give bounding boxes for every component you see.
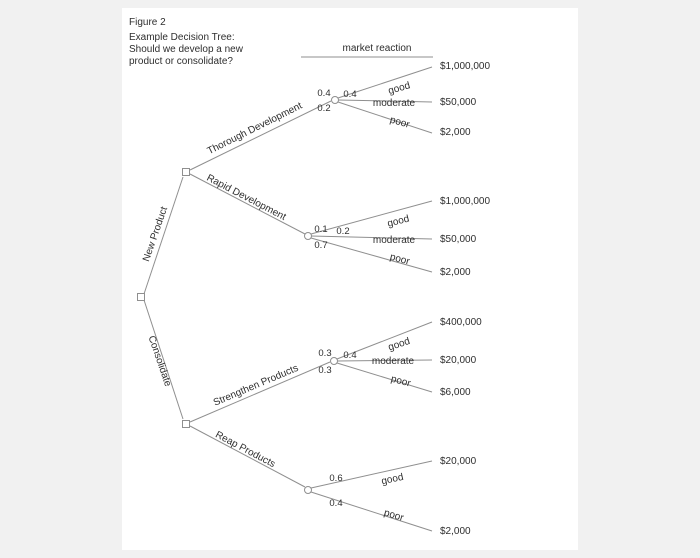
outcome-label-good: good (386, 335, 412, 354)
figure-caption (129, 17, 244, 67)
payoff-poor: $6,000 (440, 387, 471, 398)
figure-label: Figure 2 (129, 17, 166, 28)
prob-moderate: 0.4 (343, 350, 357, 361)
branch-line-strengthen-products (190, 362, 330, 422)
prob-poor: 0.4 (329, 498, 343, 509)
decision-node-root (138, 294, 145, 301)
branch-label-consolidate: Consolidate (145, 334, 174, 388)
prob-moderate: 0.2 (336, 226, 350, 237)
decision-node-consolidate (183, 421, 190, 428)
outcome-label-good: good (387, 80, 412, 97)
outcome-label-moderate: moderate (371, 356, 415, 367)
payoff-poor: $2,000 (440, 526, 471, 537)
decision-node-new-product (183, 169, 190, 176)
caption-line-3: product or consolidate? (129, 56, 233, 67)
payoff-moderate: $20,000 (440, 355, 477, 366)
outcome-line-good (311, 201, 432, 234)
root-decision (138, 177, 184, 419)
payoff-good: $400,000 (440, 317, 482, 328)
payoff-good: $1,000,000 (440, 61, 491, 72)
branch-label-reap-products: Reap Products (213, 429, 277, 471)
branch-label-thorough-development: Thorough Development (205, 100, 305, 158)
chance-node-reap-products (305, 487, 312, 494)
prob-good: 0.6 (329, 473, 343, 484)
caption-line-1: Example Decision Tree: (129, 32, 235, 43)
outcome-label-poor: poor (388, 114, 411, 131)
chance-strengthen-products (318, 317, 482, 398)
payoff-moderate: $50,000 (440, 234, 477, 245)
outcome-label-good: good (386, 213, 411, 230)
outcome-label-poor: poor (389, 373, 412, 390)
prob-poor: 0.2 (317, 103, 331, 114)
outcome-label-moderate: moderate (372, 98, 416, 109)
prob-good: 0.3 (318, 348, 332, 359)
payoff-poor: $2,000 (440, 127, 471, 138)
market-reaction-label: market reaction (342, 43, 412, 54)
prob-poor: 0.7 (314, 240, 328, 251)
new-product-strategies (183, 100, 332, 234)
payoff-poor: $2,000 (440, 267, 471, 278)
prob-moderate: 0.4 (343, 89, 357, 100)
chance-rapid-development (305, 196, 491, 278)
prob-good: 0.1 (314, 224, 328, 235)
outcome-label-poor: poor (382, 507, 405, 524)
chance-reap-products (305, 456, 477, 537)
branch-line-thorough-development (190, 101, 331, 170)
chance-node-rapid-development (305, 233, 312, 240)
branch-label-new-product: New Product (141, 205, 171, 264)
outcome-label-good: good (380, 471, 405, 488)
branch-label-strengthen-products: Strengthen Products (211, 362, 301, 409)
payoff-moderate: $50,000 (440, 97, 477, 108)
consolidate-strategies (183, 362, 331, 487)
caption-line-2: Should we develop a new (129, 44, 243, 55)
payoff-good: $1,000,000 (440, 196, 491, 207)
outcome-line-poor (337, 363, 432, 392)
branch-label-rapid-development: Rapid Development (204, 172, 288, 223)
outcome-label-moderate: moderate (372, 235, 416, 246)
outcome-label-poor: poor (388, 251, 411, 268)
chance-thorough-development (317, 61, 490, 138)
payoff-good: $20,000 (440, 456, 477, 467)
prob-good: 0.4 (317, 88, 331, 99)
prob-poor: 0.3 (318, 365, 332, 376)
chance-node-thorough-development (332, 97, 339, 104)
market-reaction-header (301, 43, 433, 57)
